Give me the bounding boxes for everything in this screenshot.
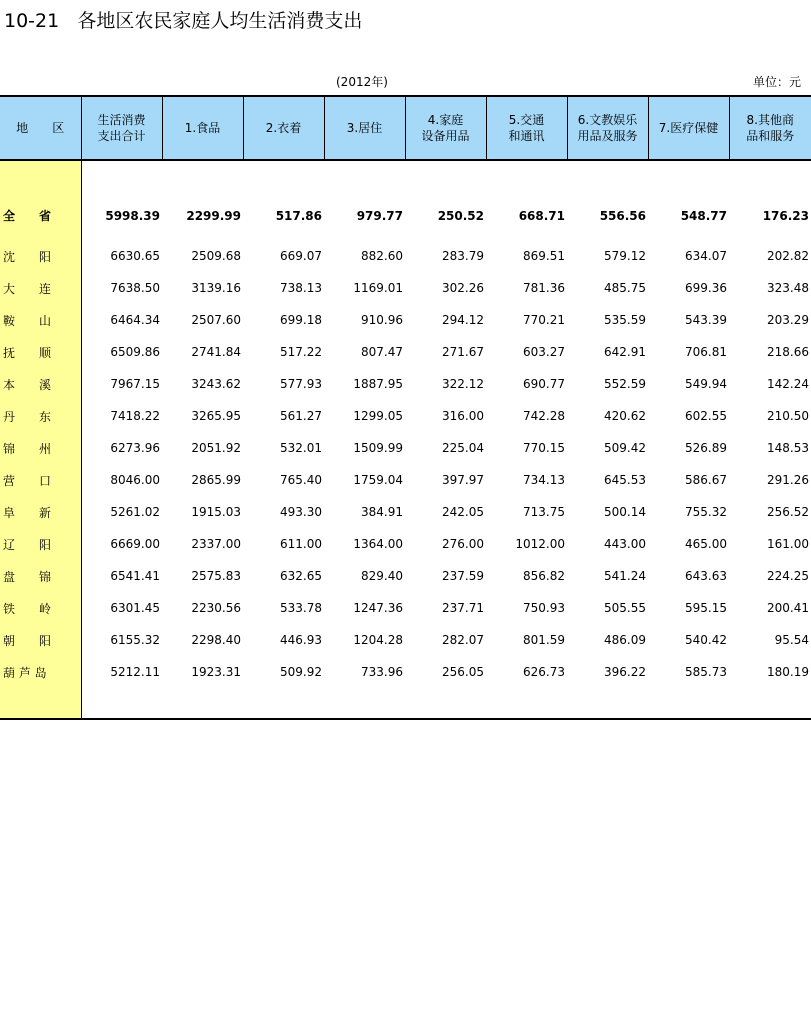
cell-value: 6155.32	[110, 633, 160, 647]
cell-value: 3243.62	[191, 377, 241, 391]
cell-value: 882.60	[361, 249, 403, 263]
cell-value: 420.62	[604, 409, 646, 423]
cell-value: 256.05	[442, 665, 484, 679]
cell-value: 750.93	[523, 601, 565, 615]
cell-value: 733.96	[361, 665, 403, 679]
cell-value: 6630.65	[110, 249, 160, 263]
region-name: 葫 芦 岛	[0, 656, 81, 688]
cell-value: 1509.99	[353, 441, 403, 455]
cell-value: 6301.45	[110, 601, 160, 615]
cell-value: 6541.41	[110, 569, 160, 583]
header-col-6: 5.交通 和通讯	[486, 96, 567, 160]
cell-value: 224.25	[767, 569, 809, 583]
cell-value: 505.55	[604, 601, 646, 615]
spacer-cell	[567, 688, 648, 719]
region-name: 辽 阳	[0, 528, 81, 560]
region-name: 营 口	[0, 464, 81, 496]
cell-value: 781.36	[523, 281, 565, 295]
cell-value: 465.00	[685, 537, 727, 551]
cell-value: 713.75	[523, 505, 565, 519]
header-col-2: 1.食品	[162, 96, 243, 160]
cell-value: 585.73	[685, 665, 727, 679]
cell-value: 3139.16	[191, 281, 241, 295]
spacer-cell	[81, 688, 162, 719]
cell-value: 586.67	[685, 473, 727, 487]
cell-value: 200.41	[767, 601, 809, 615]
table-row	[0, 464, 811, 496]
cell-value: 1299.05	[353, 409, 403, 423]
cell-value: 210.50	[767, 409, 809, 423]
table-header-row	[0, 96, 811, 160]
cell-value: 6669.00	[110, 537, 160, 551]
cell-value: 668.71	[518, 208, 565, 223]
cell-value: 632.65	[280, 569, 322, 583]
region-name: 鞍 山	[0, 304, 81, 336]
cell-value: 3265.95	[191, 409, 241, 423]
cell-value: 142.24	[767, 377, 809, 391]
cell-value: 541.24	[604, 569, 646, 583]
cell-value: 180.19	[767, 665, 809, 679]
cell-value: 161.00	[767, 537, 809, 551]
data-table	[0, 95, 811, 720]
header-col-5: 4.家庭 设备用品	[405, 96, 486, 160]
cell-value: 446.93	[280, 633, 322, 647]
cell-value: 626.73	[523, 665, 565, 679]
cell-value: 237.59	[442, 569, 484, 583]
region-name: 朝 阳	[0, 624, 81, 656]
cell-value: 549.94	[685, 377, 727, 391]
cell-value: 869.51	[523, 249, 565, 263]
table-row	[0, 496, 811, 528]
table-row	[0, 400, 811, 432]
region-name: 铁 岭	[0, 592, 81, 624]
cell-value: 595.15	[685, 601, 727, 615]
cell-value: 5998.39	[105, 208, 160, 223]
cell-value: 302.26	[442, 281, 484, 295]
region-name: 丹 东	[0, 400, 81, 432]
cell-value: 517.22	[280, 345, 322, 359]
cell-value: 738.13	[280, 281, 322, 295]
table-row	[0, 160, 811, 240]
cell-value: 1887.95	[353, 377, 403, 391]
cell-value: 397.97	[442, 473, 484, 487]
header-col-7: 6.文教娱乐 用品及服务	[567, 96, 648, 160]
cell-value: 2051.92	[191, 441, 241, 455]
page-title: 10-21 各地区农民家庭人均生活消费支出	[4, 10, 363, 32]
cell-value: 2865.99	[191, 473, 241, 487]
cell-value: 1923.31	[191, 665, 241, 679]
region-name: 沈 阳	[0, 240, 81, 272]
cell-value: 509.42	[604, 441, 646, 455]
cell-value: 1759.04	[353, 473, 403, 487]
cell-value: 202.82	[767, 249, 809, 263]
cell-value: 291.26	[767, 473, 809, 487]
spacer-cell	[486, 688, 567, 719]
table-bottom-spacer	[0, 688, 811, 719]
cell-value: 6273.96	[110, 441, 160, 455]
cell-value: 979.77	[356, 208, 403, 223]
cell-value: 535.59	[604, 313, 646, 327]
cell-value: 734.13	[523, 473, 565, 487]
cell-value: 2299.99	[186, 208, 241, 223]
table-row	[0, 624, 811, 656]
unit-label: 单位：元	[753, 75, 802, 89]
table-row	[0, 304, 811, 336]
spacer-cell	[243, 688, 324, 719]
cell-value: 1247.36	[353, 601, 403, 615]
cell-value: 552.59	[604, 377, 646, 391]
cell-value: 7967.15	[110, 377, 160, 391]
cell-value: 95.54	[774, 633, 809, 647]
cell-value: 443.00	[604, 537, 646, 551]
cell-value: 699.18	[280, 313, 322, 327]
cell-value: 256.52	[767, 505, 809, 519]
header-col-3: 2.衣着	[243, 96, 324, 160]
cell-value: 2298.40	[191, 633, 241, 647]
cell-value: 2509.68	[191, 249, 241, 263]
table-row	[0, 592, 811, 624]
cell-value: 225.04	[442, 441, 484, 455]
region-name: 阜 新	[0, 496, 81, 528]
cell-value: 2575.83	[191, 569, 241, 583]
cell-value: 533.78	[280, 601, 322, 615]
cell-value: 706.81	[685, 345, 727, 359]
cell-value: 316.00	[442, 409, 484, 423]
cell-value: 1012.00	[515, 537, 565, 551]
spacer-cell	[0, 688, 81, 719]
cell-value: 322.12	[442, 377, 484, 391]
table-row	[0, 368, 811, 400]
cell-value: 642.91	[604, 345, 646, 359]
cell-value: 485.75	[604, 281, 646, 295]
cell-value: 602.55	[685, 409, 727, 423]
cell-value: 396.22	[604, 665, 646, 679]
header-region: 地 区	[0, 96, 81, 160]
cell-value: 801.59	[523, 633, 565, 647]
cell-value: 690.77	[523, 377, 565, 391]
cell-value: 486.09	[604, 633, 646, 647]
spacer-cell	[324, 688, 405, 719]
cell-value: 7418.22	[110, 409, 160, 423]
cell-value: 242.05	[442, 505, 484, 519]
cell-value: 2507.60	[191, 313, 241, 327]
cell-value: 1169.01	[353, 281, 403, 295]
cell-value: 755.32	[685, 505, 727, 519]
header-col-9: 8.其他商 品和服务	[729, 96, 811, 160]
cell-value: 634.07	[685, 249, 727, 263]
cell-value: 1204.28	[353, 633, 403, 647]
cell-value: 1364.00	[353, 537, 403, 551]
cell-value: 2230.56	[191, 601, 241, 615]
region-name: 本 溪	[0, 368, 81, 400]
region-name: 全 省	[0, 160, 81, 240]
cell-value: 7638.50	[110, 281, 160, 295]
spacer-cell	[405, 688, 486, 719]
cell-value: 2741.84	[191, 345, 241, 359]
cell-value: 2337.00	[191, 537, 241, 551]
cell-value: 807.47	[361, 345, 403, 359]
year-label: (2012年)	[336, 75, 388, 89]
cell-value: 770.21	[523, 313, 565, 327]
spacer-cell	[729, 688, 811, 719]
cell-value: 1915.03	[191, 505, 241, 519]
region-name: 锦 州	[0, 432, 81, 464]
cell-value: 323.48	[767, 281, 809, 295]
cell-value: 250.52	[437, 208, 484, 223]
table-row	[0, 560, 811, 592]
cell-value: 556.56	[599, 208, 646, 223]
header-col-1: 生活消费 支出合计	[81, 96, 162, 160]
cell-value: 611.00	[280, 537, 322, 551]
cell-value: 561.27	[280, 409, 322, 423]
region-name: 盘 锦	[0, 560, 81, 592]
cell-value: 910.96	[361, 313, 403, 327]
cell-value: 6464.34	[110, 313, 160, 327]
cell-value: 699.36	[685, 281, 727, 295]
cell-value: 856.82	[523, 569, 565, 583]
cell-value: 509.92	[280, 665, 322, 679]
cell-value: 603.27	[523, 345, 565, 359]
table-row	[0, 432, 811, 464]
region-name: 大 连	[0, 272, 81, 304]
table-row	[0, 272, 811, 304]
cell-value: 526.89	[685, 441, 727, 455]
cell-value: 384.91	[361, 505, 403, 519]
header-col-8: 7.医疗保健	[648, 96, 729, 160]
cell-value: 770.15	[523, 441, 565, 455]
cell-value: 218.66	[767, 345, 809, 359]
cell-value: 493.30	[280, 505, 322, 519]
table-row	[0, 528, 811, 560]
cell-value: 271.67	[442, 345, 484, 359]
region-name: 抚 顺	[0, 336, 81, 368]
cell-value: 176.23	[762, 208, 809, 223]
cell-value: 283.79	[442, 249, 484, 263]
header-col-4: 3.居住	[324, 96, 405, 160]
cell-value: 643.63	[685, 569, 727, 583]
spacer-cell	[648, 688, 729, 719]
spacer-cell	[162, 688, 243, 719]
cell-value: 282.07	[442, 633, 484, 647]
cell-value: 276.00	[442, 537, 484, 551]
cell-value: 540.42	[685, 633, 727, 647]
cell-value: 5261.02	[110, 505, 160, 519]
cell-value: 548.77	[680, 208, 727, 223]
cell-value: 5212.11	[110, 665, 160, 679]
cell-value: 203.29	[767, 313, 809, 327]
table-row	[0, 336, 811, 368]
cell-value: 579.12	[604, 249, 646, 263]
cell-value: 765.40	[280, 473, 322, 487]
table-row	[0, 656, 811, 688]
cell-value: 829.40	[361, 569, 403, 583]
cell-value: 8046.00	[110, 473, 160, 487]
cell-value: 294.12	[442, 313, 484, 327]
cell-value: 148.53	[767, 441, 809, 455]
cell-value: 669.07	[280, 249, 322, 263]
cell-value: 742.28	[523, 409, 565, 423]
cell-value: 532.01	[280, 441, 322, 455]
cell-value: 543.39	[685, 313, 727, 327]
cell-value: 517.86	[275, 208, 322, 223]
cell-value: 645.53	[604, 473, 646, 487]
cell-value: 577.93	[280, 377, 322, 391]
cell-value: 6509.86	[110, 345, 160, 359]
cell-value: 237.71	[442, 601, 484, 615]
table-row	[0, 240, 811, 272]
table-body	[0, 160, 811, 719]
cell-value: 500.14	[604, 505, 646, 519]
